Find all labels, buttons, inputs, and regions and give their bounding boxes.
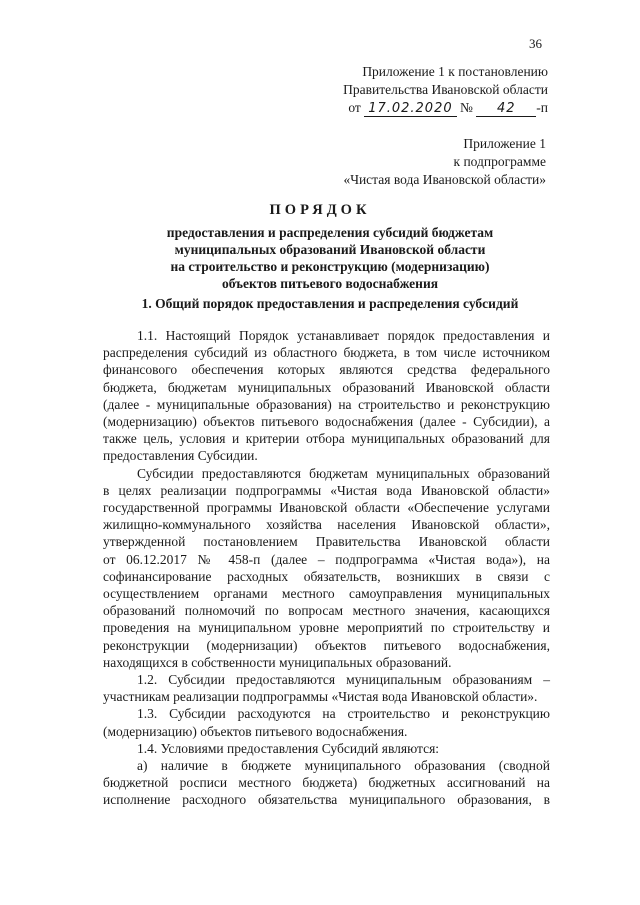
document-title: ПОРЯДОК (269, 202, 371, 218)
section-heading: 1. Общий порядок предоставления и распределения субсидий (141, 296, 519, 311)
body-line: финансового обеспечения которых являются средства федерального (103, 362, 550, 378)
appendix2-line1: Приложение 1 (463, 136, 546, 151)
body-line: проведения на муниципальном уровне мероприятий по строительству и (103, 620, 550, 636)
body-line: жилищно-коммунального хозяйства населения Ивановской области», (103, 517, 550, 533)
number-suffix: -п (536, 100, 548, 115)
body-text (103, 327, 550, 809)
handwritten-number: 42 (476, 102, 536, 117)
body-line: от 06.12.2017 № 458-п (далее – подпрограмма «Чистая вода»), на (103, 551, 550, 567)
body-line: предоставления Субсидии. (103, 448, 258, 464)
appendix1-date-line (288, 99, 548, 117)
body-line: а) наличие в бюджете муниципального образования (сводной (137, 758, 550, 774)
subtitle-line: объектов питьевого водоснабжения (221, 276, 439, 291)
body-line: (далее - муниципальные образования) на строительство и реконструкцию (103, 396, 550, 412)
body-line: участникам реализации подпрограммы «Чистая вода Ивановской области». (103, 689, 538, 705)
appendix-resolution-block (288, 63, 548, 117)
page-number: 36 (529, 36, 542, 51)
body-line: исполнение расходного обязательства муниципального образования, в (103, 792, 550, 808)
number-label: № (460, 100, 473, 115)
appendix-subprogram-block (286, 135, 546, 189)
body-line: бюджета, бюджетам муниципальных образований Ивановской области (103, 379, 550, 395)
appendix1-line1: Приложение 1 к постановлению (362, 64, 548, 79)
body-line: 1.4. Условиями предоставления Субсидий являются: (137, 740, 440, 756)
body-line: также цель, условия и критерии отбора муниципальных образований для (103, 431, 550, 447)
body-line: бюджетной росписи местного бюджета) бюджетных ассигнований на (103, 775, 550, 791)
body-line: реконструкции (модернизации) объектов питьевого водоснабжения, (103, 637, 550, 653)
appendix1-line2: Правительства Ивановской области (343, 82, 548, 97)
body-line: софинансирование расходных обязательств, возникших в связи с (103, 568, 550, 584)
subtitle-line: муниципальных образований Ивановской области (174, 242, 486, 257)
body-line: 1.2. Субсидии предоставляются муниципальным образованиям – (137, 672, 550, 688)
body-line: в целях реализации подпрограммы «Чистая вода Ивановской области» (103, 482, 550, 498)
body-line: 1.1. Настоящий Порядок устанавливает порядок предоставления и (137, 328, 550, 343)
subtitle-line: на строительство и реконструкцию (модернизацию) (170, 259, 490, 274)
appendix2-line2: к подпрограмме (453, 154, 546, 169)
body-line: находящихся в собственности муниципальных образований. (103, 654, 452, 670)
from-label: от (348, 100, 361, 115)
appendix2-line3: «Чистая вода Ивановской области» (343, 172, 546, 187)
body-line: образований полномочий по вопросам местного значения, касающихся (103, 603, 550, 619)
subtitle-line: предоставления и распределения субсидий бюджетам (166, 225, 494, 240)
body-line: утвержденной постановлением Правительства Ивановской области (103, 534, 550, 550)
body-line: осуществлением органами местного самоуправления муниципальных (103, 586, 550, 602)
document-subtitle (100, 224, 560, 292)
body-line: государственной программы Ивановской области «Обеспечение услугами (103, 500, 550, 516)
body-line: распределения субсидий из областного бюджета, в том числе источником (103, 345, 550, 361)
body-line: (модернизацию) объектов питьевого водоснабжения. (103, 723, 408, 739)
body-line: 1.3. Субсидии расходуются на строительство и реконструкцию (137, 706, 550, 722)
body-line: Субсидии предоставляются бюджетам муниципальных образований (137, 465, 550, 481)
body-line: (модернизацию) объектов питьевого водоснабжения (далее - Субсидии), а (103, 414, 550, 430)
handwritten-date: 17.02.2020 (364, 102, 456, 117)
